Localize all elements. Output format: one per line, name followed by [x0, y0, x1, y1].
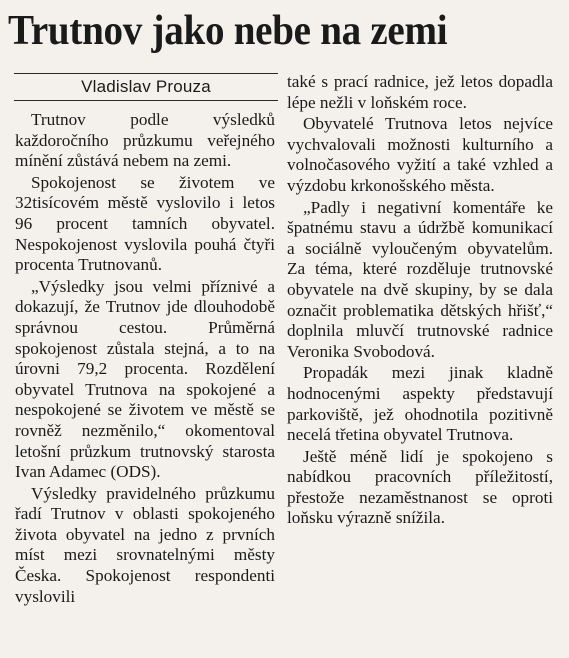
article-paragraph: Obyvatelé Trutnova letos nejvíce vychvalovali možnosti kulturního a volnočasového vyžití a také vzhled a výzdobu krkonošského města. [287, 114, 553, 195]
article-paragraph: Výsledky pravidelného průzkumu řadí Trutnov v oblasti spokojeného života obyvatel na jedno z prvních míst mezi srovnatelnými městy Česka. Spokojenost respondenti vyslovili [15, 483, 275, 606]
article-paragraph: Trutnov podle výsledků každoročního průzkumu veřejného mínění zůstává nebem na zemi. [15, 110, 275, 171]
article-column-right [287, 72, 553, 530]
article-column-left [15, 110, 275, 608]
article-headline: Trutnov jako nebe na zemi [8, 8, 448, 54]
article-paragraph: Propadák mezi jinak kladně hodnocenými aspekty představují parkoviště, jež ohodnotila pozitivně necelá třetina obyvatel Trutnova. [287, 363, 553, 445]
article-paragraph: Spokojenost se životem ve 32tisícovém městě vyslovilo i letos 96 procent tamních obyvatel. Nespokojenost vyslovila pouhá čtyři procenta Trutnovanů. [15, 172, 275, 275]
article-byline: Vladislav Prouza [14, 73, 278, 101]
article-paragraph-continuation: také s prací radnice, jež letos dopadla lépe nežli v loňském roce. [287, 72, 553, 112]
article-paragraph: Ještě méně lidí je spokojeno s nabídkou pracovních příležitostí, přestože nezaměstnanost se oproti loňsku výrazně snížila. [287, 446, 553, 528]
article-paragraph: „Výsledky jsou velmi příznivé a dokazují, že Trutnov jde dlouhodobě správnou cestou. Průměrná spokojenost zůstala stejná, a to na úrovni 79,2 procenta. Rozdělení obyvatel Trutnova na spokojené a nespokojené se životem ve městě se rovněž nezměnilo,“ okomentoval letošní průzkum trutnovský starosta Ivan Adamec (ODS). [15, 276, 275, 482]
article-paragraph: „Padly i negativní komentáře ke špatnému stavu a údržbě komunikací a sociálně vyloučeným obyvatelům. Za téma, které rozděluje trutnovské obyvatele na dvě skupiny, by se dala označit problematika dětských hřišť,“ doplnila mluvčí trutnovské radnice Veronika Svobodová. [287, 197, 553, 361]
